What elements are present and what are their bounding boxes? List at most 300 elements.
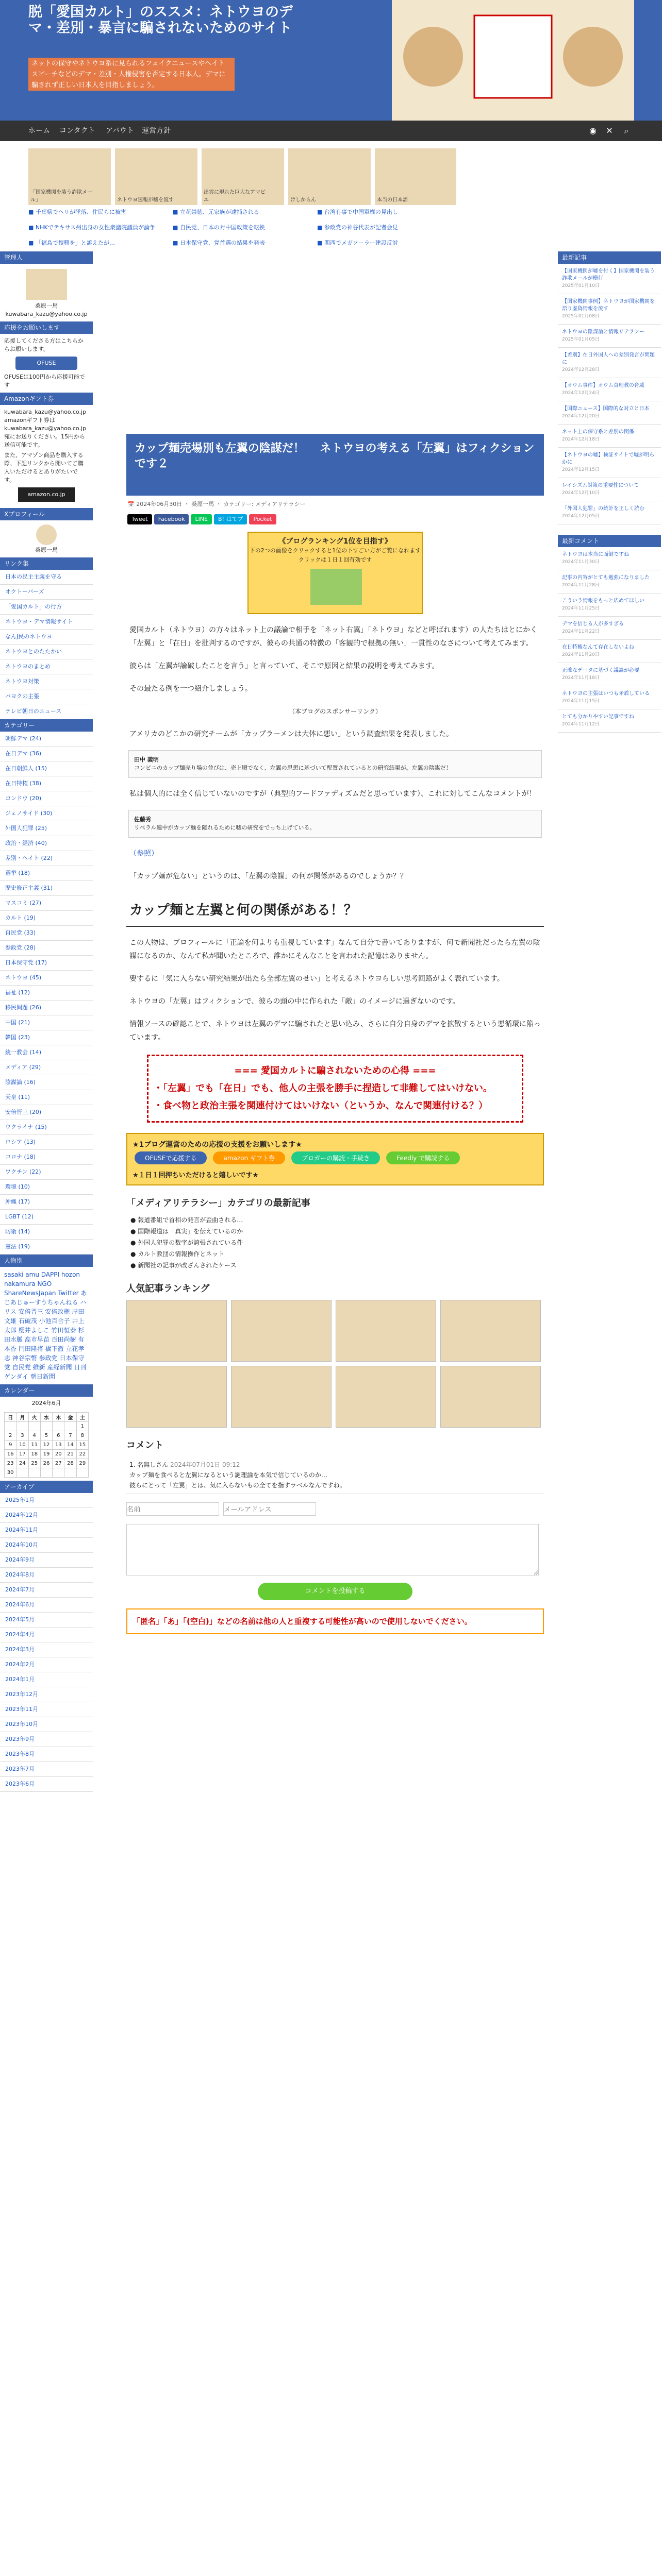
- latest-post-title[interactable]: 【オウム事件】オウム真理教の脅威: [562, 383, 644, 388]
- latest-post-item[interactable]: [558, 425, 661, 448]
- archive-item[interactable]: 2023年11月: [0, 1702, 93, 1717]
- latest-post-item[interactable]: [558, 448, 661, 478]
- profile-image: [26, 269, 67, 300]
- latest-post-date: 2025年01月10日: [562, 283, 600, 289]
- ad-card[interactable]: [288, 148, 371, 205]
- category-item[interactable]: 在日特権 (38): [0, 776, 93, 791]
- link-item[interactable]: 「愛国カルト」の行方: [0, 600, 93, 615]
- ad-caption: ネトウヨ速報が嘘を流す: [117, 197, 174, 203]
- related-item[interactable]: ● 新聞社の記事が改ざんされたケース: [130, 1262, 237, 1269]
- source-link[interactable]: （参照）: [129, 850, 158, 858]
- category-item[interactable]: 沖縄 (17): [0, 1195, 93, 1210]
- right-sidebar: [558, 251, 661, 733]
- latest-post-title[interactable]: 【国家機関が嘘を付く】国家機関を装う詐欺メールが横行: [562, 268, 655, 281]
- links-list: [0, 570, 93, 719]
- category-item[interactable]: 中国 (21): [0, 1015, 93, 1030]
- ranking-heading: 人気記事ランキング: [126, 1283, 210, 1294]
- ofuse-support-button[interactable]: OFUSEで応援する: [135, 1151, 207, 1164]
- paragraph: ネトウヨの「左翼」はフィクションで、彼らの頭の中に作られた「敵」のイメージに過ぎないのです。: [129, 997, 460, 1006]
- latest-post-item[interactable]: [558, 348, 661, 378]
- category-item[interactable]: 統一教会 (14): [0, 1045, 93, 1060]
- calendar-day: [64, 1468, 76, 1478]
- category-item[interactable]: ロシア (13): [0, 1135, 93, 1150]
- calendar-weekday: 土: [76, 1413, 88, 1422]
- latest-comment-item[interactable]: [558, 547, 661, 570]
- latest-comment-text[interactable]: ネトウヨは本当に面倒ですね: [562, 552, 629, 557]
- latest-post-date: 2025年01月05日: [562, 337, 600, 342]
- amazon-email[interactable]: kuwabara_kazu@yahoo.co.jp: [4, 409, 86, 415]
- profile-email[interactable]: kuwabara_kazu@yahoo.co.jp: [5, 311, 88, 317]
- category-item[interactable]: ネトウヨ (45): [0, 971, 93, 986]
- category-item[interactable]: 防衛 (14): [0, 1225, 93, 1240]
- category-item[interactable]: 外国人犯罪 (25): [0, 821, 93, 836]
- latest-comment-date: 2024年11月22日: [562, 629, 600, 634]
- archive-item[interactable]: 2024年7月: [0, 1583, 93, 1598]
- link-item[interactable]: ネトウヨ・デマ情報サイト: [0, 615, 93, 630]
- latest-comment-date: 2024年11月25日: [562, 606, 600, 611]
- calendar-day[interactable]: 25: [28, 1459, 40, 1468]
- archive-item[interactable]: 2024年11月: [0, 1523, 93, 1538]
- latest-post-title[interactable]: 【国家機関事例】ネトウヨが国家機関を語り虚偽情報を流す: [562, 299, 655, 312]
- ranking-sub: 下の2つの画像をクリックすると1位の下すごい方がご覧になれます: [249, 547, 421, 554]
- calendar-day: [53, 1468, 64, 1478]
- paragraph: 「カップ麺が危ない」というのは、「左翼の陰謀」の何が関係があるのでしょうか？？: [129, 872, 407, 880]
- latest-comments-heading: 最新コメント: [558, 535, 661, 547]
- ranking-thumb[interactable]: [440, 1300, 541, 1362]
- comment-text: カップ麺を食べると左翼になるという謎理論を本気で信じているのか…: [129, 1471, 327, 1479]
- category-item[interactable]: 選挙 (18): [0, 866, 93, 881]
- latest-post-item[interactable]: [558, 325, 661, 348]
- pocket-button[interactable]: Pocket: [249, 514, 276, 524]
- paragraph: アメリカのどこかの研究チームが「カップラーメンは大体に悪い」という調査結果を発表しました。: [129, 730, 454, 738]
- archive-item[interactable]: 2024年6月: [0, 1598, 93, 1613]
- nav-policy[interactable]: 運営方針: [142, 127, 171, 135]
- archive-item[interactable]: 2024年2月: [0, 1657, 93, 1672]
- category-item[interactable]: コンドウ (20): [0, 791, 93, 806]
- calendar-day[interactable]: 21: [64, 1450, 76, 1459]
- comment-name-input[interactable]: [126, 1502, 219, 1516]
- calendar-day[interactable]: 7: [64, 1431, 76, 1440]
- main-nav: [0, 121, 662, 141]
- comment-text: 彼らにとって「左翼」とは、気に入らないもの全てを指すラベルなんですね。: [129, 1482, 346, 1489]
- ranking-thumb[interactable]: [126, 1366, 227, 1428]
- section-heading: カップ麺と左翼と何の関係がある！？: [126, 892, 544, 927]
- latest-post-item[interactable]: [558, 501, 661, 524]
- latest-post-title[interactable]: 【差別】在日外国人への差別発言が問題に: [562, 352, 655, 365]
- paragraph: 私は個人的には全く信じていないのですが（典型的フードファディズムだと思っています）、これに対してこんなコメントが！: [129, 790, 536, 798]
- latest-comment-item[interactable]: [558, 640, 661, 663]
- key-point: ・食べ物と政治主張を関連付けてはいけない（というか、なんで関連付ける？）: [154, 1100, 488, 1111]
- calendar-weekday: 木: [53, 1413, 64, 1422]
- link-item[interactable]: オクトーバーズ: [0, 585, 93, 600]
- nav-home[interactable]: ホーム: [28, 127, 50, 135]
- related-item[interactable]: ● カルト教団の情報操作とネット: [130, 1250, 225, 1258]
- calendar-day[interactable]: 5: [40, 1431, 52, 1440]
- headline-link[interactable]: ■ 「福島で復興を」と訴えたが…: [28, 240, 115, 246]
- comments-heading: コメント: [126, 1440, 163, 1451]
- calendar-day[interactable]: 17: [16, 1450, 28, 1459]
- site-title[interactable]: 脱「愛国カルト」のススメ：ネトウヨのデマ・差別・暴言に騙されないためのサイト: [28, 4, 293, 36]
- share-buttons: [126, 512, 544, 527]
- archive-item[interactable]: 2024年12月: [0, 1508, 93, 1523]
- calendar-day[interactable]: 23: [5, 1459, 16, 1468]
- category-item[interactable]: 韓国 (23): [0, 1030, 93, 1045]
- paragraph: 要するに「気に入らない研究結果が出たら全部左翼のせい」と考えるネトウヨらしい思考回路がよく表れています。: [129, 975, 504, 983]
- calendar-weekday: 金: [64, 1413, 76, 1422]
- tweet-embed[interactable]: [128, 750, 542, 778]
- nav-contact[interactable]: コンタクト: [59, 127, 95, 135]
- calendar-day: [5, 1422, 16, 1431]
- category-item[interactable]: 参政党 (28): [0, 941, 93, 956]
- archive-item[interactable]: 2024年4月: [0, 1628, 93, 1642]
- category-item[interactable]: 差別・ヘイト (22): [0, 851, 93, 866]
- amazon-note: また、アマゾン商品を購入する際、下記リンクから開いてご購入いただけるとありがたいです。: [4, 452, 84, 483]
- calendar-day[interactable]: 30: [5, 1468, 16, 1478]
- archive-item[interactable]: 2024年8月: [0, 1568, 93, 1583]
- category-item[interactable]: LGBT (12): [0, 1210, 93, 1225]
- ad-card[interactable]: [115, 148, 197, 205]
- category-item[interactable]: 環境 (10): [0, 1180, 93, 1195]
- headline-link[interactable]: ■ 千葉県でヘリが墜落、住民らに被害: [28, 209, 126, 215]
- latest-comment-date: 2024年11月15日: [562, 699, 600, 704]
- amazon-box: [0, 405, 93, 508]
- category-item[interactable]: 天皇 (11): [0, 1090, 93, 1105]
- tweet-embed[interactable]: [128, 810, 542, 838]
- site-header: [0, 0, 662, 121]
- latest-post-date: 2025年01月08日: [562, 314, 600, 319]
- category-item[interactable]: ウクライナ (15): [0, 1120, 93, 1135]
- calendar-day[interactable]: 19: [40, 1450, 52, 1459]
- tweet-author: 田中 義明: [134, 756, 159, 763]
- calendar-heading: カレンダー: [0, 1384, 93, 1397]
- latest-post-item[interactable]: [558, 294, 661, 325]
- related-item[interactable]: ● 報道番組で首相の発言が歪曲される…: [130, 1216, 243, 1224]
- latest-post-date: 2024年12月28日: [562, 367, 600, 372]
- latest-post-title[interactable]: ネット上の保守系と差別の関係: [562, 429, 634, 435]
- facebook-button[interactable]: Facebook: [154, 514, 189, 524]
- calendar-day[interactable]: 15: [76, 1440, 88, 1450]
- category-item[interactable]: ワクチン (22): [0, 1165, 93, 1180]
- link-item[interactable]: ネトウヨ対策: [0, 674, 93, 689]
- calendar-day: [28, 1422, 40, 1431]
- latest-post-title[interactable]: 【ネトウヨの嘘】検証サイトで嘘が明らかに: [562, 452, 655, 465]
- calendar-day: [16, 1468, 28, 1478]
- headline-link[interactable]: ■ 関西でメガソーラー建設反対: [317, 240, 398, 246]
- ofuse-box: [0, 334, 93, 393]
- calendar-day[interactable]: 9: [5, 1440, 16, 1450]
- latest-comment-item[interactable]: [558, 570, 661, 594]
- category-item[interactable]: コロナ (18): [0, 1150, 93, 1165]
- latest-posts-list: [558, 264, 661, 524]
- archive-item[interactable]: 2025年1月: [0, 1493, 93, 1508]
- link-item[interactable]: ネトウヨのまとめ: [0, 659, 93, 674]
- category-item[interactable]: 在日朝鮮人 (15): [0, 761, 93, 776]
- archive-item[interactable]: 2024年1月: [0, 1672, 93, 1687]
- ranking-image[interactable]: [310, 569, 362, 605]
- related-item[interactable]: ● 国際報道は「真実」を伝えているのか: [130, 1228, 243, 1235]
- links-heading: リンク集: [0, 557, 93, 570]
- category-item[interactable]: 安倍晋三 (20): [0, 1105, 93, 1120]
- link-item[interactable]: テレビ朝日のニュース: [0, 704, 93, 719]
- left-sidebar: [0, 251, 93, 1792]
- profile-name: 桑原一馬: [35, 302, 58, 309]
- key-point: ・「左翼」でも「在日」でも、他人の主張を勝手に捏造して非難してはいけない。: [154, 1083, 492, 1094]
- calendar-day[interactable]: 12: [40, 1440, 52, 1450]
- ofuse-button[interactable]: OFUSE: [15, 357, 77, 370]
- ranking-thumb[interactable]: [440, 1366, 541, 1428]
- ad-card[interactable]: [202, 148, 284, 205]
- category-item[interactable]: カルト (19): [0, 911, 93, 926]
- calendar-day[interactable]: 24: [16, 1459, 28, 1468]
- latest-comment-item[interactable]: [558, 663, 661, 686]
- latest-comment-item[interactable]: [558, 617, 661, 640]
- paragraph: その最たる例を一つ紹介しましょう。: [129, 685, 252, 693]
- amazon-gift-button[interactable]: amazon ギフト券: [213, 1151, 285, 1164]
- latest-comment-date: 2024年11月20日: [562, 652, 600, 657]
- calendar-weekday: 日: [5, 1413, 16, 1422]
- headline-link[interactable]: ■ 日本保守党、党首選の結果を発表: [173, 240, 265, 246]
- x-profile-name[interactable]: 桑原一馬: [35, 547, 58, 553]
- article-title: カップ麺売場別も左翼の陰謀だ！ ネトウヨの考える「左翼」はフィクションです２: [126, 434, 544, 496]
- header-banner: [392, 0, 634, 121]
- paragraph: この人物は、プロフィールに「正論を何よりも重視しています」なんて自分で書いてありますが、何で新聞社だったら左翼の陰謀になるのか、なんて私が聞いたところで、誰かにそんなことを言われた記憶はありません。: [129, 939, 540, 960]
- category-item[interactable]: 移民問題 (26): [0, 1001, 93, 1015]
- archive-list: [0, 1493, 93, 1792]
- archive-item[interactable]: 2024年3月: [0, 1642, 93, 1657]
- article-meta: 📅 2024年06月30日 ・ 桑原一馬 ・ カテゴリー: メディアリテラシー: [127, 501, 306, 507]
- article-date: 2024年06月30日: [136, 501, 183, 507]
- category-item[interactable]: ジェノサイド (30): [0, 806, 93, 821]
- line-button[interactable]: LINE: [191, 514, 212, 524]
- hatena-button[interactable]: B! はてブ: [214, 514, 247, 524]
- ad-card[interactable]: [375, 148, 456, 205]
- ranking-thumb[interactable]: [126, 1300, 227, 1362]
- calendar-day[interactable]: 27: [53, 1459, 64, 1468]
- tweet-button[interactable]: Tweet: [127, 514, 152, 524]
- x-icon[interactable]: ✕: [606, 126, 613, 135]
- ad-caption: 「国家機関を装う詐欺メール」: [30, 190, 92, 203]
- calendar-day[interactable]: 6: [53, 1431, 64, 1440]
- calendar-day[interactable]: 1: [76, 1422, 88, 1431]
- key-points-title: === 愛国カルトに騙されないための心得 ===: [234, 1065, 436, 1076]
- archive-item[interactable]: 2023年10月: [0, 1717, 93, 1732]
- calendar-day[interactable]: 22: [76, 1450, 88, 1459]
- comment: [126, 1456, 544, 1494]
- headline-link[interactable]: ■ 台湾有事で中国軍機の見出し: [317, 209, 398, 215]
- latest-comment-item[interactable]: [558, 709, 661, 733]
- amazon-heading: Amazonギフト券: [0, 393, 93, 405]
- x-avatar[interactable]: [36, 524, 57, 545]
- latest-post-date: 2024年12月20日: [562, 414, 600, 419]
- feedly-button[interactable]: Feedly で購読する: [386, 1151, 460, 1164]
- calendar-day[interactable]: 18: [28, 1450, 40, 1459]
- latest-comment-date: 2024年11月28日: [562, 583, 600, 588]
- search-icon[interactable]: ⌕: [624, 126, 629, 135]
- headline-link[interactable]: ■ 立花崇徳、元家族が逮捕される: [173, 209, 259, 215]
- headline-link[interactable]: ■ 参政党の神谷代表が記者会見: [317, 224, 398, 231]
- comment-date: 2024年07月01日 09:12: [170, 1461, 240, 1468]
- category-item[interactable]: 陰謀論 (16): [0, 1075, 93, 1090]
- tweet-text: リベラル連中がカップ麺を陥れるために嘘の研究をでっち上げている。: [134, 824, 316, 831]
- ofuse-heading: 応援をお願いします: [0, 321, 93, 334]
- ad-caption: けしからん: [290, 197, 316, 203]
- latest-post-title[interactable]: 【国際ニュース】国際的な対立と日本: [562, 406, 650, 412]
- ranking-grid: [126, 1300, 544, 1428]
- link-item[interactable]: なんJ民のネトウヨ: [0, 630, 93, 645]
- link-item[interactable]: 日本の民主主義を守る: [0, 570, 93, 585]
- latest-comment-text[interactable]: ネトウヨの主張はいつも矛盾している: [562, 691, 650, 697]
- category-item[interactable]: 在日デマ (36): [0, 747, 93, 761]
- profile-heading: 管理人: [0, 251, 93, 264]
- ranking-title: 《ブログランキング1位を目指す》: [278, 537, 392, 546]
- archive-item[interactable]: 2023年12月: [0, 1687, 93, 1702]
- latest-post-item[interactable]: [558, 264, 661, 294]
- calendar-day[interactable]: 16: [5, 1450, 16, 1459]
- latest-post-item[interactable]: [558, 478, 661, 501]
- article-author[interactable]: 桑原一馬: [191, 501, 214, 507]
- ranking-thumb[interactable]: [336, 1366, 436, 1428]
- latest-post-date: 2024年12月24日: [562, 391, 600, 396]
- ranking-thumb[interactable]: [231, 1366, 332, 1428]
- latest-comment-date: 2024年11月12日: [562, 722, 600, 727]
- comment-notice: 「匿名」「あ」「(空白)」などの名前は他の人と重複する可能性が高いので使用しないでください。: [126, 1608, 544, 1634]
- category-item[interactable]: メディア (29): [0, 1060, 93, 1075]
- ad-caption: 出雲に現れた巨大なアマビエ: [204, 190, 266, 203]
- calendar-day[interactable]: 4: [28, 1431, 40, 1440]
- link-item[interactable]: パヨクの主張: [0, 689, 93, 704]
- archive-item[interactable]: 2024年5月: [0, 1613, 93, 1628]
- latest-post-date: 2024年12月10日: [562, 490, 600, 496]
- latest-post-title[interactable]: レイシズム対策の重要性について: [562, 483, 639, 488]
- ranking-banner[interactable]: [247, 532, 423, 614]
- latest-comments-list: [558, 547, 661, 733]
- category-item[interactable]: 日本保守党 (17): [0, 956, 93, 971]
- category-item[interactable]: 朝鮮デマ (24): [0, 732, 93, 747]
- archive-item[interactable]: 2023年7月: [0, 1762, 93, 1777]
- amazon-logo[interactable]: amazon.co.jp: [18, 487, 75, 502]
- latest-comment-text[interactable]: 記事の内容がとても勉強になりました: [562, 575, 650, 581]
- link-item[interactable]: ネトウヨとのたたかい: [0, 645, 93, 659]
- paragraph: 彼らは「左翼が論破したことを言う」と言っていて、そこで原因と結果の説明を考えてみます。: [129, 662, 439, 670]
- archive-item[interactable]: 2024年10月: [0, 1538, 93, 1553]
- headline-link[interactable]: ■ NHKでテキサス州出身の女性衆議院議員が論争: [28, 224, 156, 231]
- blog-subscribe-button[interactable]: ブロガーの購読・手続き: [291, 1151, 380, 1164]
- headline-link[interactable]: ■ 自民党、日本の対中国政策を転換: [173, 224, 265, 231]
- calendar-day: [40, 1468, 52, 1478]
- calendar-day[interactable]: 8: [76, 1431, 88, 1440]
- calendar-weekday: 月: [16, 1413, 28, 1422]
- latest-post-item[interactable]: [558, 401, 661, 425]
- paragraph: 愛国カルト（ネトウヨ）の方々はネット上の議論で相手を「ネット右翼」「ネトウヨ」などと呼ばれます）の人たちはとにかく「左翼」と「在日」を批判するのですが、彼らの共通の特徴の「客観的で根拠の無い」一貫性のなさについて考えてみます。: [129, 626, 537, 648]
- related-item[interactable]: ● 外国人犯罪の数字が誇張されている件: [130, 1239, 243, 1246]
- latest-comment-text[interactable]: 正確なデータに基づく議論が必要: [562, 668, 639, 673]
- latest-post-item[interactable]: [558, 378, 661, 401]
- archive-item[interactable]: 2024年9月: [0, 1553, 93, 1568]
- calendar-day: [64, 1422, 76, 1431]
- latest-comment-date: 2024年11月30日: [562, 560, 600, 565]
- comment-submit-button[interactable]: コメントを投稿する: [258, 1583, 412, 1600]
- calendar-day[interactable]: 10: [16, 1440, 28, 1450]
- amazon-text: amazonギフト券は kuwabara_kazu@yahoo.co.jp宛にお送りください。15円から送信可能です。: [4, 417, 86, 448]
- category-item[interactable]: 歴史修正主義 (31): [0, 881, 93, 896]
- comment-textarea[interactable]: [126, 1524, 539, 1575]
- calendar-day[interactable]: 13: [53, 1440, 64, 1450]
- calendar-day[interactable]: 2: [5, 1431, 16, 1440]
- support-note: ★１日１回押ちいただけると嬉しいです★: [133, 1172, 259, 1179]
- latest-post-title[interactable]: 「外国人犯罪」の統計を正しく読む: [562, 506, 644, 512]
- category-item[interactable]: 自民党 (33): [0, 926, 93, 941]
- calendar-weekday: 火: [28, 1413, 40, 1422]
- archive-item[interactable]: 2023年9月: [0, 1732, 93, 1747]
- related-heading: 「メディアリテラシー」カテゴリの最新記事: [126, 1198, 310, 1209]
- rss-icon[interactable]: ◉: [589, 126, 597, 135]
- calendar-day[interactable]: 3: [16, 1431, 28, 1440]
- support-box: [126, 1133, 544, 1185]
- comment-email-input[interactable]: [223, 1502, 316, 1516]
- category-item[interactable]: 福祉 (12): [0, 986, 93, 1001]
- archive-heading: アーカイブ: [0, 1481, 93, 1493]
- latest-post-date: 2024年12月15日: [562, 467, 600, 472]
- calendar-day: [40, 1422, 52, 1431]
- category-list: [0, 732, 93, 1255]
- ofuse-note: OFUSEは100円から応援可能です: [4, 374, 85, 388]
- tweet-text: コンビニのカップ麺売り場の並びは、売上順でなく、左翼の思想に基づいて配置されているとの研究結果が。左翼の陰謀だ！: [134, 765, 452, 771]
- calendar-day[interactable]: 20: [53, 1450, 64, 1459]
- latest-post-title[interactable]: ネトウヨの陰謀論と情報リテラシー: [562, 329, 644, 335]
- tag-cloud[interactable]: sasaki amu DAPPI hozon nakamura NGO ShareNewsJapan Twitter あじあじゅーすうちゃんねる ハリス 安倍晋三 安倍政権 岸田文雄 石破茂 小池百合子 井上太郎 櫻井よしこ 竹田恒泰 杉田水脈 高市早苗 百田尚樹 有本香 門田隆将 橋下徹 立花孝志 神谷宗幣 参政党 日本保守党 自民党 維新 産経新聞 日刊ゲンダイ 朝日新聞: [4, 1271, 87, 1380]
- calendar-day[interactable]: 29: [76, 1459, 88, 1468]
- support-title: ★1ブログ運営のための応援の支援をお願いします★: [133, 1141, 302, 1149]
- nav-about[interactable]: アバウト: [106, 127, 134, 135]
- main-article: [126, 434, 544, 1642]
- category-item[interactable]: 政治・経済 (40): [0, 836, 93, 851]
- category-item[interactable]: 憲法 (19): [0, 1240, 93, 1255]
- latest-comment-text[interactable]: とても分かりやすい記事ですね: [562, 714, 634, 720]
- calendar-weekday: 水: [40, 1413, 52, 1422]
- latest-comment-text[interactable]: 在日特権なんて存在しないよね: [562, 645, 634, 650]
- calendar-day[interactable]: 11: [28, 1440, 40, 1450]
- ranking-thumb[interactable]: [231, 1300, 332, 1362]
- calendar-day[interactable]: 26: [40, 1459, 52, 1468]
- article-category[interactable]: カテゴリー: メディアリテラシー: [223, 501, 306, 507]
- latest-posts-heading: 最新記事: [558, 251, 661, 264]
- category-heading: カテゴリー: [0, 719, 93, 732]
- site-description: ネットの保守やネトウヨ系に見られるフェイクニュースやヘイトスピーチなどのデマ・差別・人権侵害を否定する日本人。デマに騙されず正しい日本人を目指しましょう。: [28, 58, 235, 91]
- latest-comment-item[interactable]: [558, 686, 661, 709]
- calendar-day[interactable]: 14: [64, 1440, 76, 1450]
- calendar-day: [76, 1468, 88, 1478]
- key-points-box: [147, 1055, 523, 1123]
- archive-item[interactable]: 2023年6月: [0, 1777, 93, 1792]
- latest-comment-date: 2024年11月18日: [562, 675, 600, 681]
- latest-comment-item[interactable]: [558, 594, 661, 617]
- ranking-thumb[interactable]: [336, 1300, 436, 1362]
- tweet-author: 佐藤秀: [134, 816, 151, 823]
- ranking-sub2: クリックは１日１回有効です: [298, 556, 372, 563]
- profile-box: [0, 264, 93, 321]
- latest-comment-text[interactable]: こういう情報をもっと広めてほしい: [562, 598, 644, 604]
- latest-comment-text[interactable]: デマを信じる人が多すぎる: [562, 621, 624, 627]
- archive-item[interactable]: 2023年8月: [0, 1747, 93, 1762]
- calendar-day[interactable]: 28: [64, 1459, 76, 1468]
- comment-author: 1. 名無しさん: [129, 1461, 169, 1468]
- calendar-day: [28, 1468, 40, 1478]
- ad-card[interactable]: [28, 148, 111, 205]
- category-item[interactable]: マスコミ (27): [0, 896, 93, 911]
- latest-post-date: 2024年12月18日: [562, 437, 600, 442]
- calendar-day: [16, 1422, 28, 1431]
- calendar-day: [53, 1422, 64, 1431]
